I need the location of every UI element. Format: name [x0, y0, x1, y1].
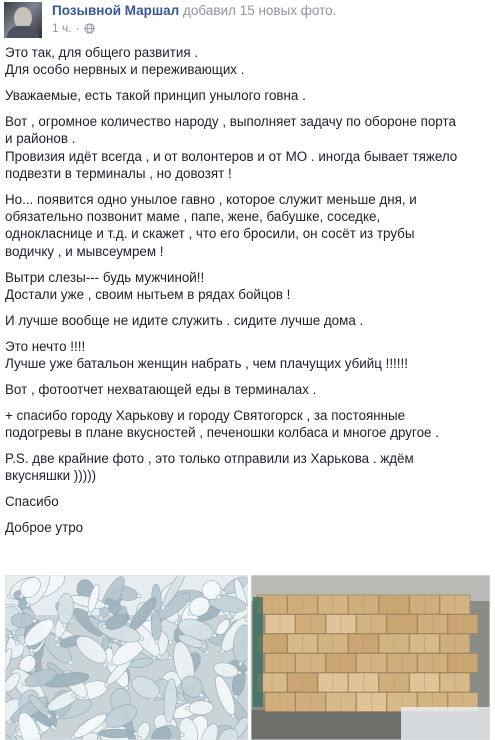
post-paragraph: [5, 191, 485, 260]
post-text-line: вкусняшки ))))): [5, 468, 97, 484]
post-text-line: Достали уже , своим нытьем в рядах бойцов !: [5, 286, 291, 302]
post-text-line: Спасибо: [5, 494, 59, 510]
post-text-line: Вытри слезы--- будь мужчиной!!: [5, 269, 205, 285]
post-text-line: Лучше уже батальон женщин набрать , чем плачущих убийц !!!!!!: [5, 356, 408, 372]
post-text-line: и районов .: [5, 131, 76, 147]
post-text-line: Уважаемые, есть такой принцип унылого говна .: [5, 88, 306, 104]
post-text-line: однокласнице и т.д. и скажет , что его бросили, он сосёт из трубы: [5, 226, 415, 242]
author-avatar[interactable]: [4, 2, 42, 38]
post-paragraph: [5, 450, 485, 485]
post-paragraph: [5, 312, 485, 329]
post-paragraph: [5, 381, 485, 398]
post-paragraph: [5, 44, 485, 79]
post-text-line: Для особо нервных и переживающих .: [5, 62, 245, 78]
post-paragraph: [5, 269, 485, 304]
post-paragraph: [5, 407, 485, 442]
post-paragraph: [5, 493, 485, 510]
post-text-line: Вот , фотоотчет нехватающей еды в терминалах .: [5, 381, 317, 397]
post-text-line: подогревы в плане вкусностей , печеношки колбаса и многое другое .: [5, 425, 439, 441]
post-paragraph: [5, 338, 485, 373]
post-text-line: подвезти в терминалы , но довозят !: [5, 165, 232, 181]
post-body-text: [5, 44, 485, 545]
post-paragraph: [5, 87, 485, 104]
post-meta: 1 ч. ·: [52, 21, 95, 35]
photo-bottled-water[interactable]: [5, 575, 248, 740]
post-text-line: Это так, для общего развития .: [5, 45, 199, 60]
post-text-line: обязательно позвонит маме , папе, жене, бабушке, соседке,: [5, 209, 381, 225]
post-text-line: Но... появится одно унылое гавно , которое служит меньше дня, и: [5, 191, 417, 207]
post-text-line: P.S. две крайние фото , это только отправили из Харькова . ждём: [5, 450, 414, 466]
post-title-line: [52, 3, 336, 18]
post-text-line: Это нечто !!!!: [5, 338, 86, 354]
globe-icon: [84, 23, 95, 34]
post-text-line: Доброе утро: [5, 520, 84, 536]
post-text-line: Вот , огромное количество народу , выполняет задачу по обороне порта: [5, 114, 456, 130]
post-text-line: Провизия идёт всегда , и от волонтеров и от МО . иногда бывает тяжело: [5, 148, 458, 164]
post-text-line: водичку , и мывсеумрем !: [5, 243, 164, 259]
post-paragraph: [5, 113, 485, 182]
post-timestamp-link[interactable]: 1 ч.: [52, 21, 72, 35]
post-header: [0, 0, 495, 40]
post-text-line: И лучше вообще не идите служить . сидите лучше дома .: [5, 312, 364, 328]
post-paragraph: [5, 519, 485, 536]
post-text-line: + спасибо городу Харькову и городу Святогорск , за постоянные: [5, 407, 406, 423]
photo-cardboard-boxes[interactable]: [251, 575, 490, 740]
photo-grid: [5, 575, 490, 740]
author-name-link[interactable]: Позывной Маршал: [52, 3, 180, 18]
post-action-text: добавил 15 новых фото.: [183, 3, 337, 18]
